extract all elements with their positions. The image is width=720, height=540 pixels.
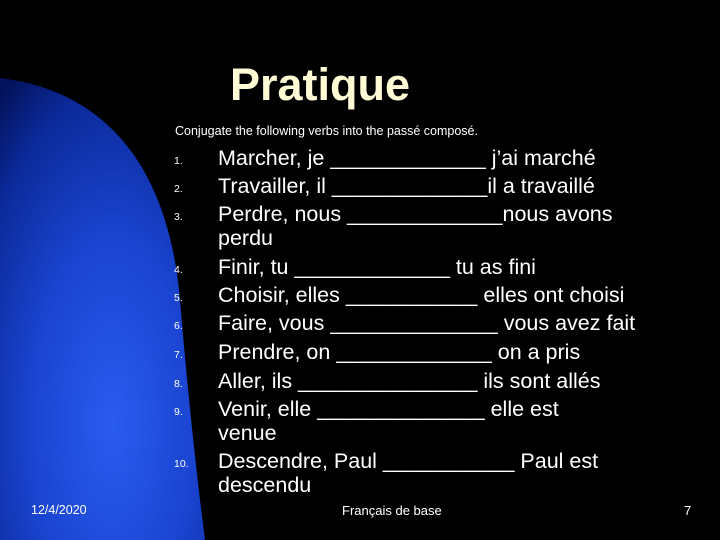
list-item <box>0 311 720 337</box>
item-text: Descendre, Paul ___________ Paul est <box>218 449 599 473</box>
item-number: 7. <box>174 349 183 361</box>
item-text: Choisir, elles ___________ elles ont choisi <box>218 283 625 307</box>
item-number: 5. <box>174 292 183 304</box>
list-item <box>0 397 720 445</box>
footer-date: 12/4/2020 <box>31 503 87 517</box>
list-item <box>0 283 720 309</box>
list-item <box>0 255 720 281</box>
item-number: 1. <box>174 155 183 167</box>
page-number: 7 <box>684 503 692 518</box>
item-text-continuation: descendu <box>218 473 312 497</box>
item-number: 3. <box>174 211 183 223</box>
slide-subtitle: Conjugate the following verbs into the passé composé. <box>175 124 478 138</box>
item-number: 10. <box>174 458 189 470</box>
list-item <box>0 146 720 172</box>
item-number: 9. <box>174 406 183 418</box>
list-item <box>0 449 720 497</box>
list-item <box>0 369 720 395</box>
footer-title: Français de base <box>342 503 442 518</box>
item-text: Faire, vous ______________ vous avez fait <box>218 311 636 335</box>
item-number: 2. <box>174 183 183 195</box>
list-item <box>0 174 720 200</box>
item-number: 4. <box>174 264 183 276</box>
item-number: 6. <box>174 320 183 332</box>
item-text: Venir, elle ______________ elle est <box>218 397 559 421</box>
item-text: Aller, ils _______________ ils sont allés <box>218 369 601 393</box>
list-item <box>0 340 720 366</box>
item-text: Travailler, il _____________il a travaillé <box>218 174 595 198</box>
item-text-continuation: perdu <box>218 226 273 250</box>
item-text: Perdre, nous _____________nous avons <box>218 202 613 226</box>
list-item <box>0 202 720 250</box>
slide-title: Pratique <box>230 59 411 110</box>
item-text: Finir, tu _____________ tu as fini <box>218 255 536 279</box>
item-text: Prendre, on _____________ on a pris <box>218 340 581 364</box>
item-text-continuation: venue <box>218 421 277 445</box>
item-number: 8. <box>174 378 183 390</box>
item-text: Marcher, je _____________ j’ai marché <box>218 146 596 170</box>
